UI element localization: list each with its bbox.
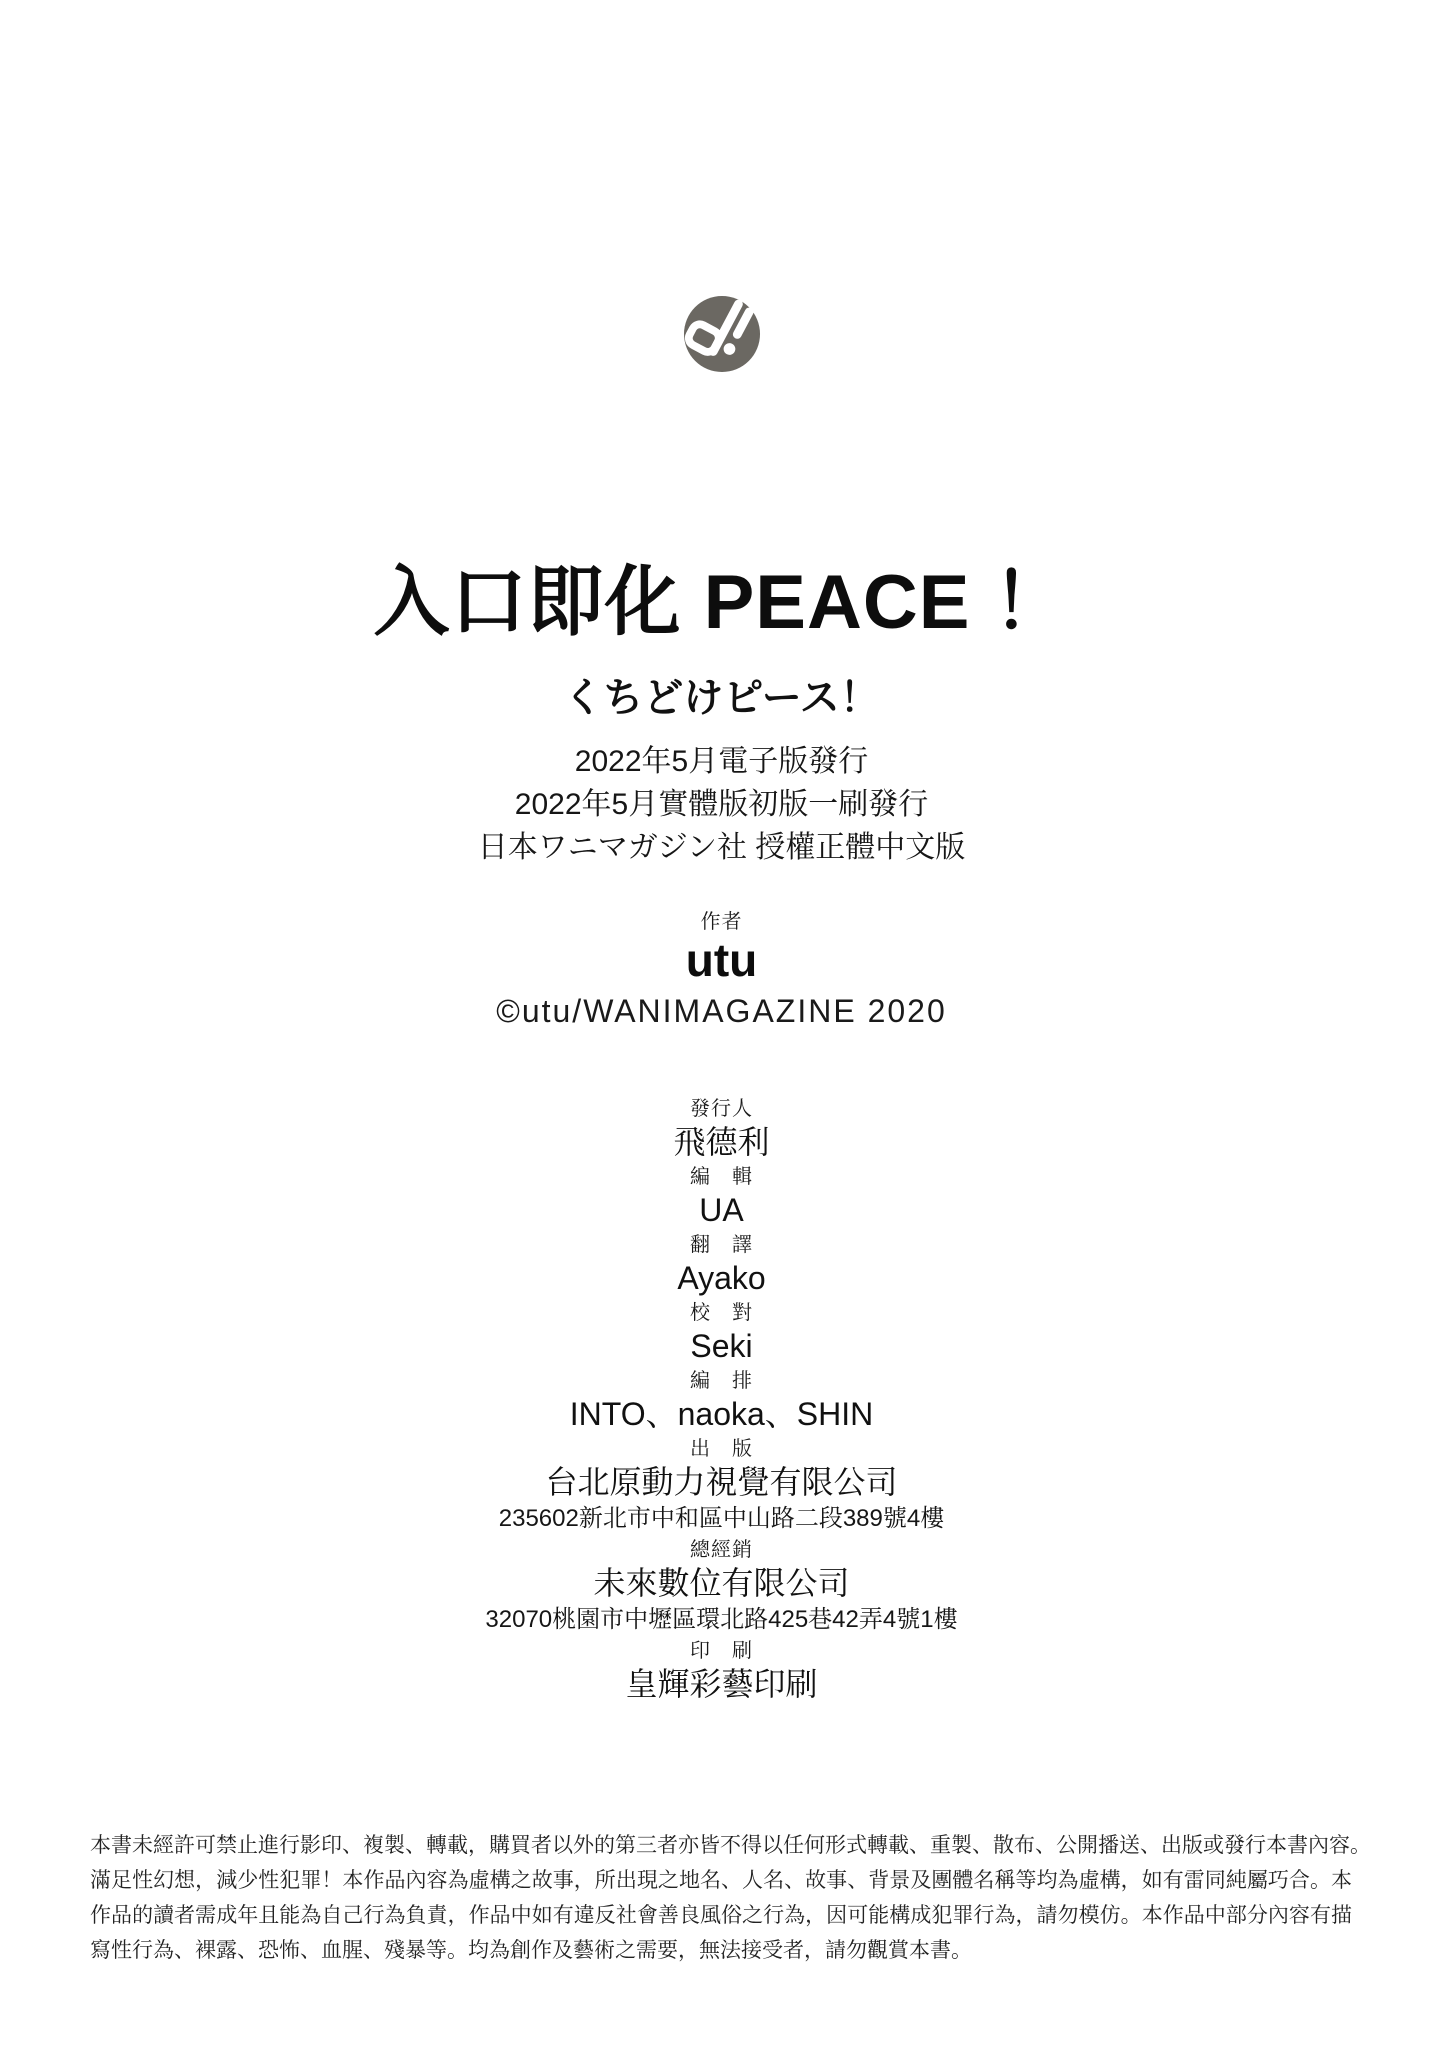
credit-label: 編 輯 [690, 1166, 753, 1188]
book-title: 入口即化 PEACE ！ [373, 560, 1070, 645]
credit-label: 發行人 [690, 1098, 753, 1120]
author-block [0, 910, 1443, 1030]
publication-info [0, 740, 1443, 869]
credit-name: 皇輝彩藝印刷 [625, 1666, 818, 1702]
disclaimer-line: 作品的讀者需成年且能為自己行為負責，作品中如有違反社會善良風俗之行為，因可能構成犯罪行為，請勿模仿。本作品中部分內容有描 [90, 1904, 1352, 1927]
publication-line: 2022年5月實體版初版一刷發行 [514, 788, 929, 821]
credit-label: 校 對 [690, 1302, 753, 1324]
credit-label: 翻 譯 [690, 1234, 753, 1256]
credit-address: 235602新北市中和區中山路二段389號4樓 [498, 1505, 945, 1532]
publication-line: 日本ワニマガジン社 授權正體中文版 [477, 831, 966, 864]
credit-address: 32070桃園市中壢區環北路425巷42弄4號1樓 [485, 1606, 958, 1633]
credit-label: 印 刷 [690, 1640, 753, 1662]
disclaimer-line: 滿足性幻想，減少性犯罪！本作品內容為虛構之故事，所出現之地名、人名、故事、背景及團體名稱等均為虛構，如有雷同純屬巧合。本 [90, 1869, 1352, 1892]
credit-distributor [0, 1539, 1443, 1635]
credit-name: 台北原動力視覺有限公司 [545, 1464, 898, 1500]
credit-name: 飛德利 [673, 1124, 770, 1160]
credit-label: 出 版 [690, 1438, 753, 1460]
credit-label: 編 排 [690, 1370, 753, 1392]
credit-name: Seki [690, 1328, 753, 1364]
credit-printer [0, 1640, 1443, 1703]
disclaimer-line: 本書未經許可禁止進行影印、複製、轉載，購買者以外的第三者亦皆不得以任何形式轉載、重製、散布、公開播送、出版或發行本書內容。 [90, 1834, 1371, 1857]
credit-publisher-person [0, 1098, 1443, 1161]
credit-name: 未來數位有限公司 [593, 1565, 850, 1601]
credit-translator [0, 1234, 1443, 1297]
credit-publishing-company [0, 1438, 1443, 1534]
credit-name: INTO、naoka、SHIN [569, 1396, 874, 1432]
credits-block [0, 1098, 1443, 1708]
copyright-notice: ©utu/WANIMAGAZINE 2020 [496, 993, 947, 1029]
credit-name: UA [699, 1192, 744, 1228]
book-subtitle: くちどけピース！ [563, 676, 880, 720]
publisher-logo [0, 295, 1443, 373]
credit-editor [0, 1166, 1443, 1229]
credit-layout [0, 1370, 1443, 1433]
legal-disclaimer [90, 1828, 1371, 1968]
author-name: utu [685, 934, 758, 986]
credit-proofreader [0, 1302, 1443, 1365]
publication-line: 2022年5月電子版發行 [574, 745, 869, 778]
author-label: 作者 [700, 911, 743, 933]
credit-label: 總經銷 [690, 1539, 753, 1561]
credit-name: Ayako [677, 1260, 766, 1296]
title-block [0, 560, 1443, 721]
disclaimer-line: 寫性行為、裸露、恐怖、血腥、殘暴等。均為創作及藝術之需要，無法接受者，請勿觀賞本書。 [90, 1939, 972, 1962]
d-exclamation-logo-icon [683, 295, 761, 373]
